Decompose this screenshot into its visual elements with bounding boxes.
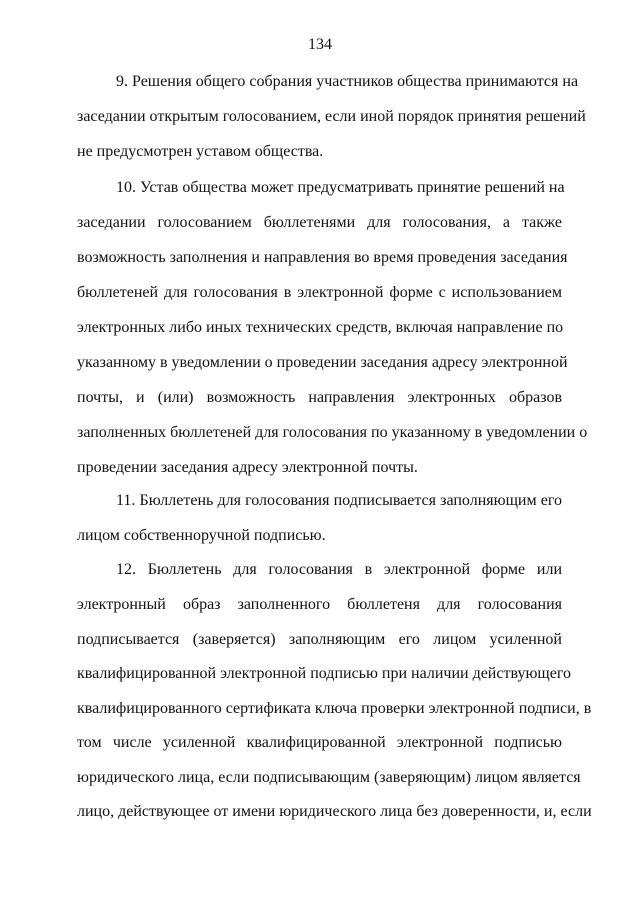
paragraph-12-line-6: том числе усиленной квалифицированной электронной подписью [77, 734, 562, 751]
paragraph-11-line-2: лицом собственноручной подписью. [77, 527, 326, 544]
paragraph-11-line-1: 11. Бюллетень для голосования подписывается заполняющим его [116, 492, 562, 509]
paragraph-12-line-1: 12. Бюллетень для голосования в электронной форме или [116, 561, 562, 578]
paragraph-10-line-9: проведении заседания адресу электронной почты. [77, 459, 418, 476]
paragraph-10-line-7: почты, и (или) возможность направления электронных образов [77, 389, 562, 406]
paragraph-9-line-3: не предусмотрен уставом общества. [77, 143, 324, 160]
paragraph-9-line-2: заседании открытым голосованием, если иной порядок принятия решений [77, 108, 586, 125]
paragraph-10-line-6: указанному в уведомлении о проведении заседания адресу электронной [77, 354, 568, 371]
paragraph-12-line-3: подписывается (заверяется) заполняющим его лицом усиленной [77, 631, 562, 648]
paragraph-12-line-5: квалифицированного сертификата ключа проверки электронной подписи, в [77, 700, 592, 717]
paragraph-10-line-8: заполненных бюллетеней для голосования по указанному в уведомлении о [77, 424, 588, 441]
paragraph-12-line-8: лицо, действующее от имени юридического лица без доверенности, и, если [77, 803, 592, 820]
paragraph-9-line-1: 9. Решения общего собрания участников общества принимаются на [116, 73, 579, 90]
paragraph-10-line-5: электронных либо иных технических средств, включая направление по [77, 319, 564, 336]
page-number: 134 [308, 36, 332, 53]
paragraph-12-line-4: квалифицированной электронной подписью при наличии действующего [77, 665, 572, 682]
paragraph-10-line-3: возможность заполнения и направления во время проведения заседания [77, 249, 568, 266]
paragraph-12-line-7: юридического лица, если подписывающим (заверяющим) лицом является [77, 769, 581, 786]
paragraph-12-line-2: электронный образ заполненного бюллетеня для голосования [77, 596, 562, 613]
paragraph-10-line-1: 10. Устав общества может предусматривать принятие решений на [116, 179, 565, 196]
paragraph-10-line-4: бюллетеней для голосования в электронной форме с использованием [77, 284, 562, 301]
paragraph-10-line-2: заседании голосованием бюллетенями для голосования, а также [77, 214, 562, 231]
